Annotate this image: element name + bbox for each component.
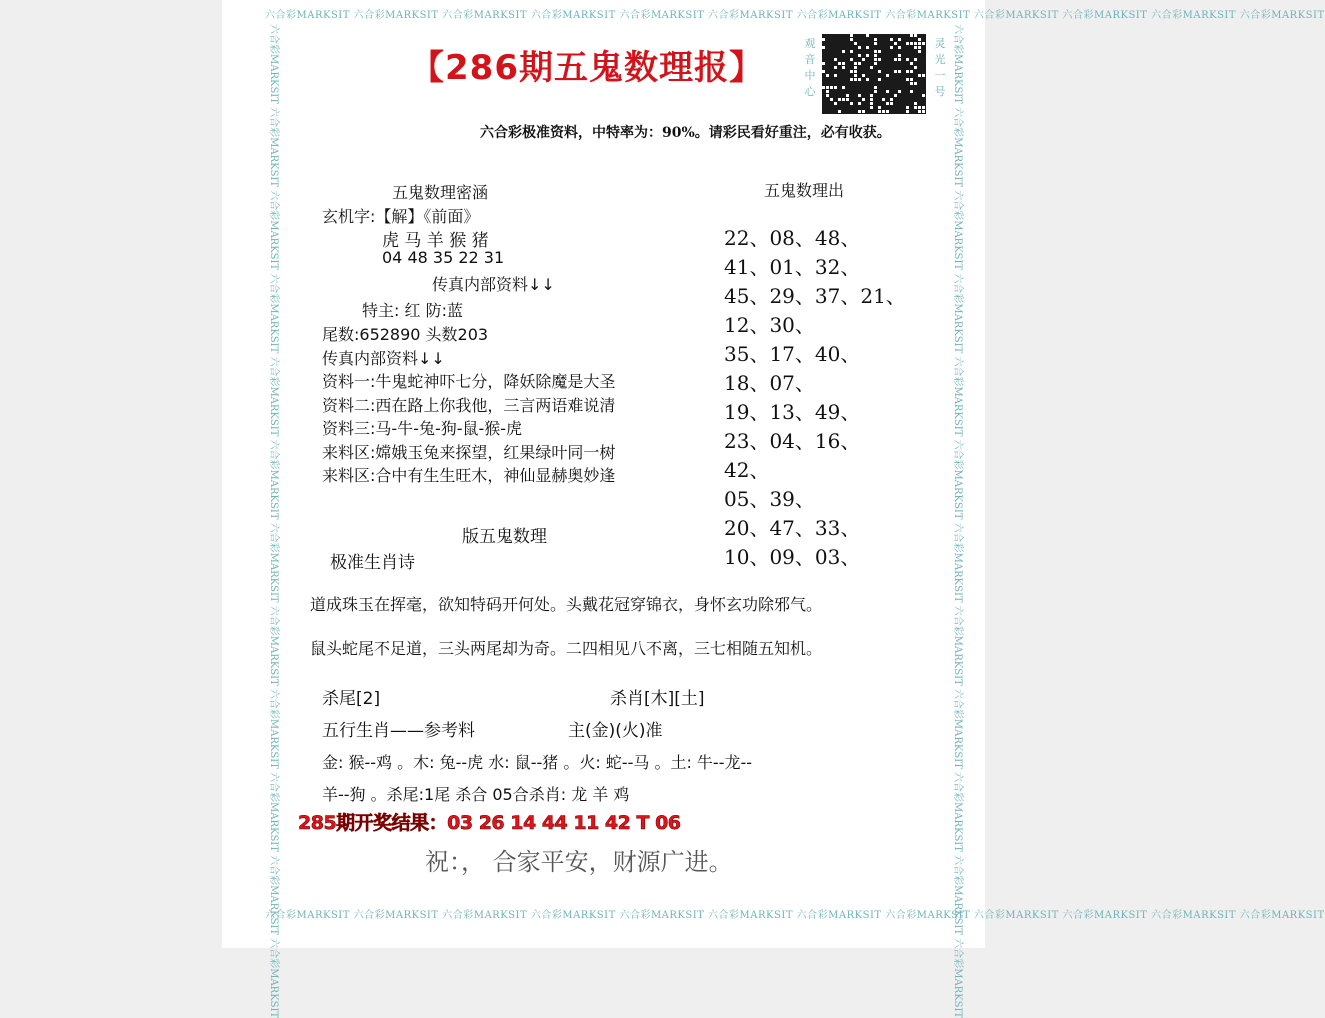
clue-text: 合中有生生旺木，神仙显赫奥妙逢 xyxy=(375,466,616,485)
right-heading: 五鬼数理出 xyxy=(764,181,845,200)
border-top: 六合彩MARKSIT 六合彩MARKSIT 六合彩MARKSIT 六合彩MARKSIT 六合彩MARKSIT 六合彩MARKSIT 六合彩MARKSIT 六合彩MARKSIT 六合彩MARKSIT 六合彩MARKSIT 六合彩MARKSIT 六合彩MARKSIT xyxy=(265,10,1325,21)
clue-row xyxy=(322,417,615,441)
wuxing-main: 主(金)(火)准 xyxy=(568,721,663,741)
wuxing-line-1: 金: 猴--鸡 。木: 兔--虎 水: 鼠--猪 。火: 蛇--马 。土: 牛--龙-- xyxy=(322,753,753,772)
clue-label: 资料三: xyxy=(322,419,376,438)
number-row: 35、17、40、 xyxy=(724,342,861,366)
wuxing-title: 五行生肖——参考料 xyxy=(322,721,475,741)
wuxing-line-2: 羊--狗 。杀尾:1尾 杀合 05合杀肖: 龙 羊 鸡 xyxy=(322,785,630,804)
last-draw-result: 285期开奖结果：03 26 14 44 11 42 T 06 xyxy=(298,812,681,834)
fax-heading-2: 传真内部资料↓↓ xyxy=(322,349,445,368)
border-right: 六合彩MARKSIT 六合彩MARKSIT 六合彩MARKSIT 六合彩MARKSIT 六合彩MARKSIT 六合彩MARKSIT 六合彩MARKSIT 六合彩MARKSIT 六合彩MARKSIT 六合彩MARKSIT 六合彩MARKSIT 六合彩MARKSIT xyxy=(952,24,963,1018)
clue-label: 资料一: xyxy=(322,372,376,391)
number-row: 19、13、49、 xyxy=(724,400,861,424)
number-row: 18、07、 xyxy=(724,371,815,395)
clue-text: 牛鬼蛇神吓七分，降妖除魔是大圣 xyxy=(375,372,616,391)
clue-text: 嫦娥玉兔来探望，红果绿叶同一树 xyxy=(375,442,616,462)
number-row: 23、04、16、 xyxy=(724,429,861,453)
number-row: 45、29、37、21、 xyxy=(724,284,906,308)
poem-line-2: 鼠头蛇尾不足道，三头两尾却为奇。二四相见八不离，三七相随五知机。 xyxy=(310,639,823,658)
number-row: 12、30、 xyxy=(724,313,815,337)
clue-list xyxy=(322,370,615,488)
number-row: 20、47、33、 xyxy=(724,516,861,540)
section-title: 版五鬼数理 xyxy=(462,527,547,547)
blessing-text: 祝：， 合家平安，财源广进。 xyxy=(425,848,733,876)
clue-row xyxy=(322,464,615,488)
number-row: 41、01、32、 xyxy=(724,255,861,279)
poem-line-1: 道成珠玉在挥毫，欲知特码开何处。头戴花冠穿锦衣，身怀玄功除邪气。 xyxy=(310,595,823,614)
clue-row xyxy=(322,394,615,418)
clue-label: 资料二: xyxy=(322,395,376,415)
clue-row xyxy=(322,370,615,394)
number-row: 22、08、48、 xyxy=(724,226,861,250)
number-row: 05、39、 xyxy=(724,487,815,511)
kill-tail: 杀尾[2] xyxy=(322,689,381,709)
poem-title: 极准生肖诗 xyxy=(330,553,415,573)
xuanji-line: 玄机字:【解】《前面》 xyxy=(322,207,480,226)
border-left: 六合彩MARKSIT 六合彩MARKSIT 六合彩MARKSIT 六合彩MARKSIT 六合彩MARKSIT 六合彩MARKSIT 六合彩MARKSIT 六合彩MARKSIT 六合彩MARKSIT 六合彩MARKSIT 六合彩MARKSIT 六合彩MARKSIT xyxy=(268,24,279,1018)
clue-text: 马-牛-兔-狗-鼠-猴-虎 xyxy=(375,419,523,438)
clue-label: 来料区: xyxy=(322,466,376,485)
number-row: 42、 xyxy=(724,458,770,482)
clue-text: 西在路上你我他，三言两语难说清 xyxy=(375,395,616,415)
tails-line: 尾数:652890 头数203 xyxy=(322,325,489,344)
clue-label: 来料区: xyxy=(322,442,376,462)
kill-shaw: 杀肖[木][土] xyxy=(610,689,705,709)
special-line: 特主: 红 防:蓝 xyxy=(362,301,463,320)
left-heading: 五鬼数理密涵 xyxy=(392,183,489,202)
clue-row xyxy=(322,441,615,465)
qr-left-label: 观音中心 xyxy=(804,37,816,98)
page-title: 【286期五鬼数理报】 xyxy=(410,48,764,88)
border-bottom: 六合彩MARKSIT 六合彩MARKSIT 六合彩MARKSIT 六合彩MARKSIT 六合彩MARKSIT 六合彩MARKSIT 六合彩MARKSIT 六合彩MARKSIT 六合彩MARKSIT 六合彩MARKSIT 六合彩MARKSIT 六合彩MARKSIT xyxy=(265,910,1325,921)
number-row: 10、09、03、 xyxy=(724,545,861,569)
fax-heading-1: 传真内部资料↓↓ xyxy=(432,275,555,294)
animal-numbers-line: 04 48 35 22 31 xyxy=(382,248,505,267)
animals-line: 虎 马 羊 猴 猪 xyxy=(382,231,489,251)
qr-code-image xyxy=(822,34,926,114)
qr-right-label: 灵光一号 xyxy=(934,37,946,98)
number-column xyxy=(724,224,906,572)
intro-text: 六合彩极准资料，中特率为：90%。请彩民看好重注，必有收获。 xyxy=(480,125,891,141)
